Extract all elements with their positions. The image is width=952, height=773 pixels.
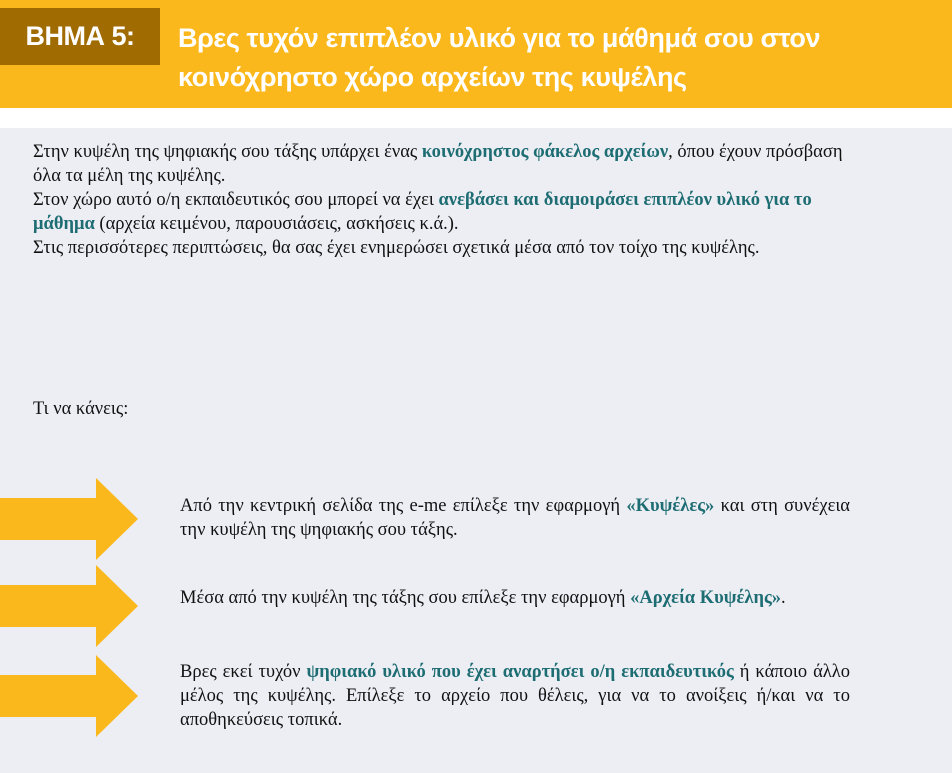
arrow-right-icon-svg <box>0 655 138 737</box>
step-3-highlight: ψηφιακό υλικό που έχει αναρτήσει ο/η εκπαιδευτικός <box>306 662 734 682</box>
step-1-text-b: και στη συνέχεια την κυψέλη της ψηφιακής σου τάξης. <box>180 496 851 540</box>
page-title-line-2: κοινόχρηστο χώρο αρχείων της κυψέλης <box>178 62 687 92</box>
arrow-right-icon <box>0 565 138 647</box>
arrow-right-icon <box>0 655 138 737</box>
header-divider <box>0 112 952 128</box>
todo-label: Τι να κάνεις: <box>33 399 129 419</box>
intro-p2-highlight: ανεβάσει και διαμοιράσει επιπλέον υλικό για το μάθημα <box>33 190 812 234</box>
intro-paragraph-3: Στις περισσότερες περιπτώσεις, θα σας έχει ενημερώσει σχετικά μέσα από τον τοίχο της κυψέλης. <box>33 238 760 258</box>
arrow-right-icon <box>0 478 138 560</box>
step-2-text-b: . <box>781 588 786 608</box>
step-2-text <box>180 586 850 610</box>
intro-p1-text-a: Στην κυψέλη της ψηφιακής σου τάξης υπάρχει ένας <box>33 142 422 162</box>
arrow-right-icon-svg <box>0 478 138 560</box>
arrow-right-icon-svg <box>0 565 138 647</box>
intro-text <box>33 140 873 260</box>
step-3-text <box>180 660 850 732</box>
step-3-text-a: Βρες εκεί τυχόν <box>180 662 307 682</box>
intro-p2-text-b: (αρχεία κειμένου, παρουσιάσεις, ασκήσεις κ.ά.). <box>94 214 459 234</box>
page-title-line-1: Βρες τυχόν επιπλέον υλικό για το μάθημά σου στον <box>178 23 821 53</box>
intro-paragraph-1 <box>33 140 873 188</box>
step-1-highlight: «Κυψέλες» <box>626 496 715 516</box>
header-banner <box>0 0 952 112</box>
intro-p1-highlight: κοινόχρηστος φάκελος αρχείων <box>421 142 669 162</box>
intro-p1-text-b: , όπου έχουν πρόσβαση όλα τα μέλη της κυψέλης. <box>33 142 843 186</box>
step-3-text-b: ή κάποιο άλλο μέλος της κυψέλης. Επίλεξε το αρχείο που θέλεις, για να το ανοίξεις ή/και να το αποθηκεύσεις τοπικά. <box>180 662 850 730</box>
step-2-highlight: «Αρχεία Κυψέλης» <box>630 588 782 608</box>
intro-p2-text-a: Στον χώρο αυτό ο/η εκπαιδευτικός σου μπορεί να έχει <box>33 190 439 210</box>
step-label: ΒΗΜΑ 5: <box>0 8 160 65</box>
step-1-text <box>180 494 850 542</box>
page-title <box>178 19 938 97</box>
step-1-text-a: Από την κεντρική σελίδα της e-me επίλεξε την εφαρμογή <box>180 496 627 516</box>
step-2-text-a: Μέσα από την κυψέλη της τάξης σου επίλεξε την εφαρμογή <box>180 588 631 608</box>
intro-paragraph-2 <box>33 188 873 236</box>
